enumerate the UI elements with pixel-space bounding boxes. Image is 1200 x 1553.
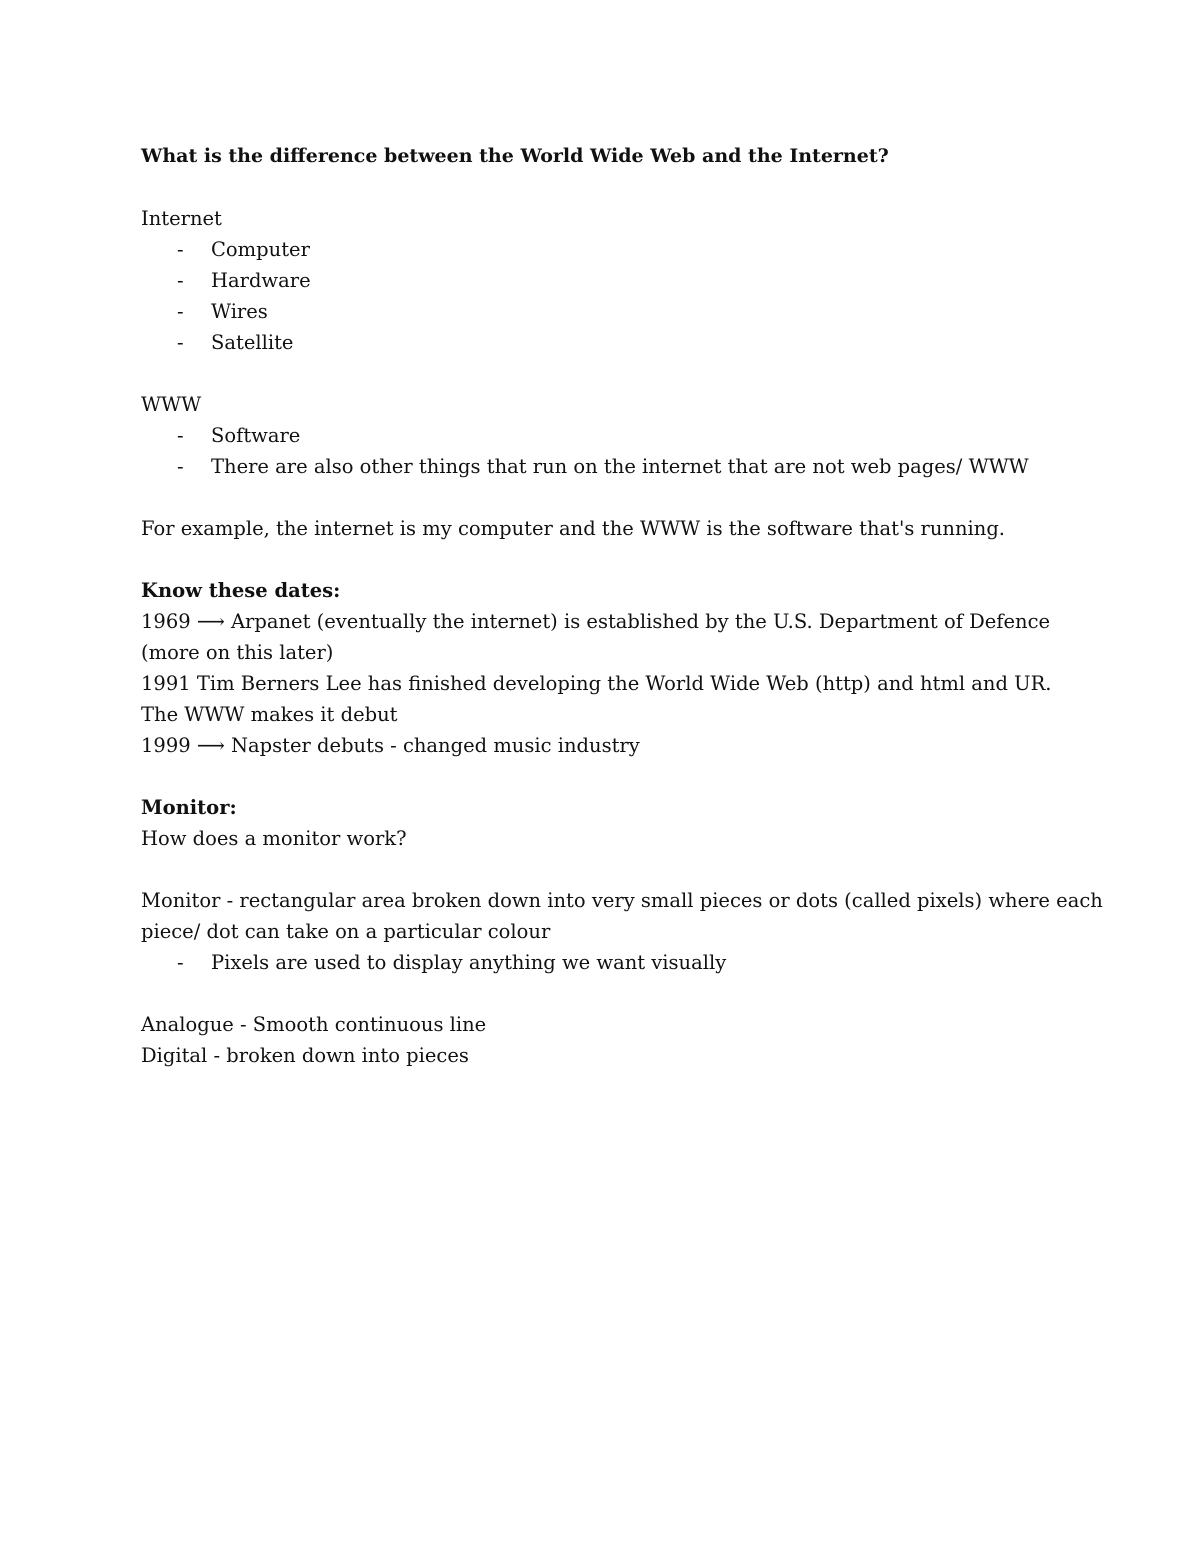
document-page bbox=[141, 141, 1103, 1071]
spacer bbox=[141, 358, 1071, 389]
list-item-text: Computer bbox=[211, 238, 310, 261]
dash-bullet: - bbox=[177, 238, 184, 261]
spacer bbox=[141, 854, 1071, 885]
date-line-1991: 1991 Tim Berners Lee has finished developing the World Wide Web (http) and html and UR. bbox=[141, 672, 1052, 695]
date-line-1991-note: The WWW makes it debut bbox=[141, 703, 398, 726]
internet-heading: Internet bbox=[141, 207, 222, 230]
www-heading: WWW bbox=[141, 393, 202, 416]
dash-bullet: - bbox=[177, 300, 184, 323]
list-item bbox=[141, 327, 1071, 358]
analogue-definition: Analogue - Smooth continuous line bbox=[141, 1013, 487, 1036]
example-paragraph: For example, the internet is my computer and the WWW is the software that's running. bbox=[141, 517, 1006, 540]
spacer bbox=[141, 978, 1071, 1009]
list-item bbox=[141, 947, 1071, 978]
digital-definition: Digital - broken down into pieces bbox=[141, 1044, 469, 1067]
list-item bbox=[141, 451, 1071, 482]
spacer bbox=[141, 544, 1071, 575]
list-item bbox=[141, 234, 1071, 265]
date-line-1969-note: (more on this later) bbox=[141, 641, 334, 664]
spacer bbox=[141, 482, 1071, 513]
dates-heading: Know these dates: bbox=[141, 579, 341, 602]
www-list bbox=[141, 420, 1071, 482]
list-item-text: Software bbox=[211, 424, 301, 447]
list-item bbox=[141, 265, 1071, 296]
dash-bullet: - bbox=[177, 951, 184, 974]
date-line-1969: 1969 ⟶ Arpanet (eventually the internet) is established by the U.S. Department of Defence bbox=[141, 610, 1051, 633]
list-item bbox=[141, 420, 1071, 451]
list-item-text: Pixels are used to display anything we want visually bbox=[211, 951, 727, 974]
monitor-heading: Monitor: bbox=[141, 796, 237, 819]
monitor-definition-line-1: Monitor - rectangular area broken down into very small pieces or dots (called pixels) where each bbox=[141, 889, 1103, 912]
internet-list bbox=[141, 234, 1071, 358]
spacer bbox=[141, 172, 1071, 203]
list-item-text: There are also other things that run on the internet that are not web pages/ WWW bbox=[211, 455, 1029, 478]
dash-bullet: - bbox=[177, 424, 184, 447]
list-item-text: Wires bbox=[211, 300, 268, 323]
document-title: What is the difference between the World Wide Web and the Internet? bbox=[141, 145, 889, 167]
date-line-1999: 1999 ⟶ Napster debuts - changed music industry bbox=[141, 734, 640, 757]
dash-bullet: - bbox=[177, 269, 184, 292]
dash-bullet: - bbox=[177, 331, 184, 354]
list-item-text: Satellite bbox=[211, 331, 294, 354]
list-item-text: Hardware bbox=[211, 269, 311, 292]
list-item bbox=[141, 296, 1071, 327]
spacer bbox=[141, 761, 1071, 792]
monitor-definition-line-2: piece/ dot can take on a particular colour bbox=[141, 920, 551, 943]
dash-bullet: - bbox=[177, 455, 184, 478]
monitor-list bbox=[141, 947, 1071, 978]
monitor-question: How does a monitor work? bbox=[141, 827, 407, 850]
